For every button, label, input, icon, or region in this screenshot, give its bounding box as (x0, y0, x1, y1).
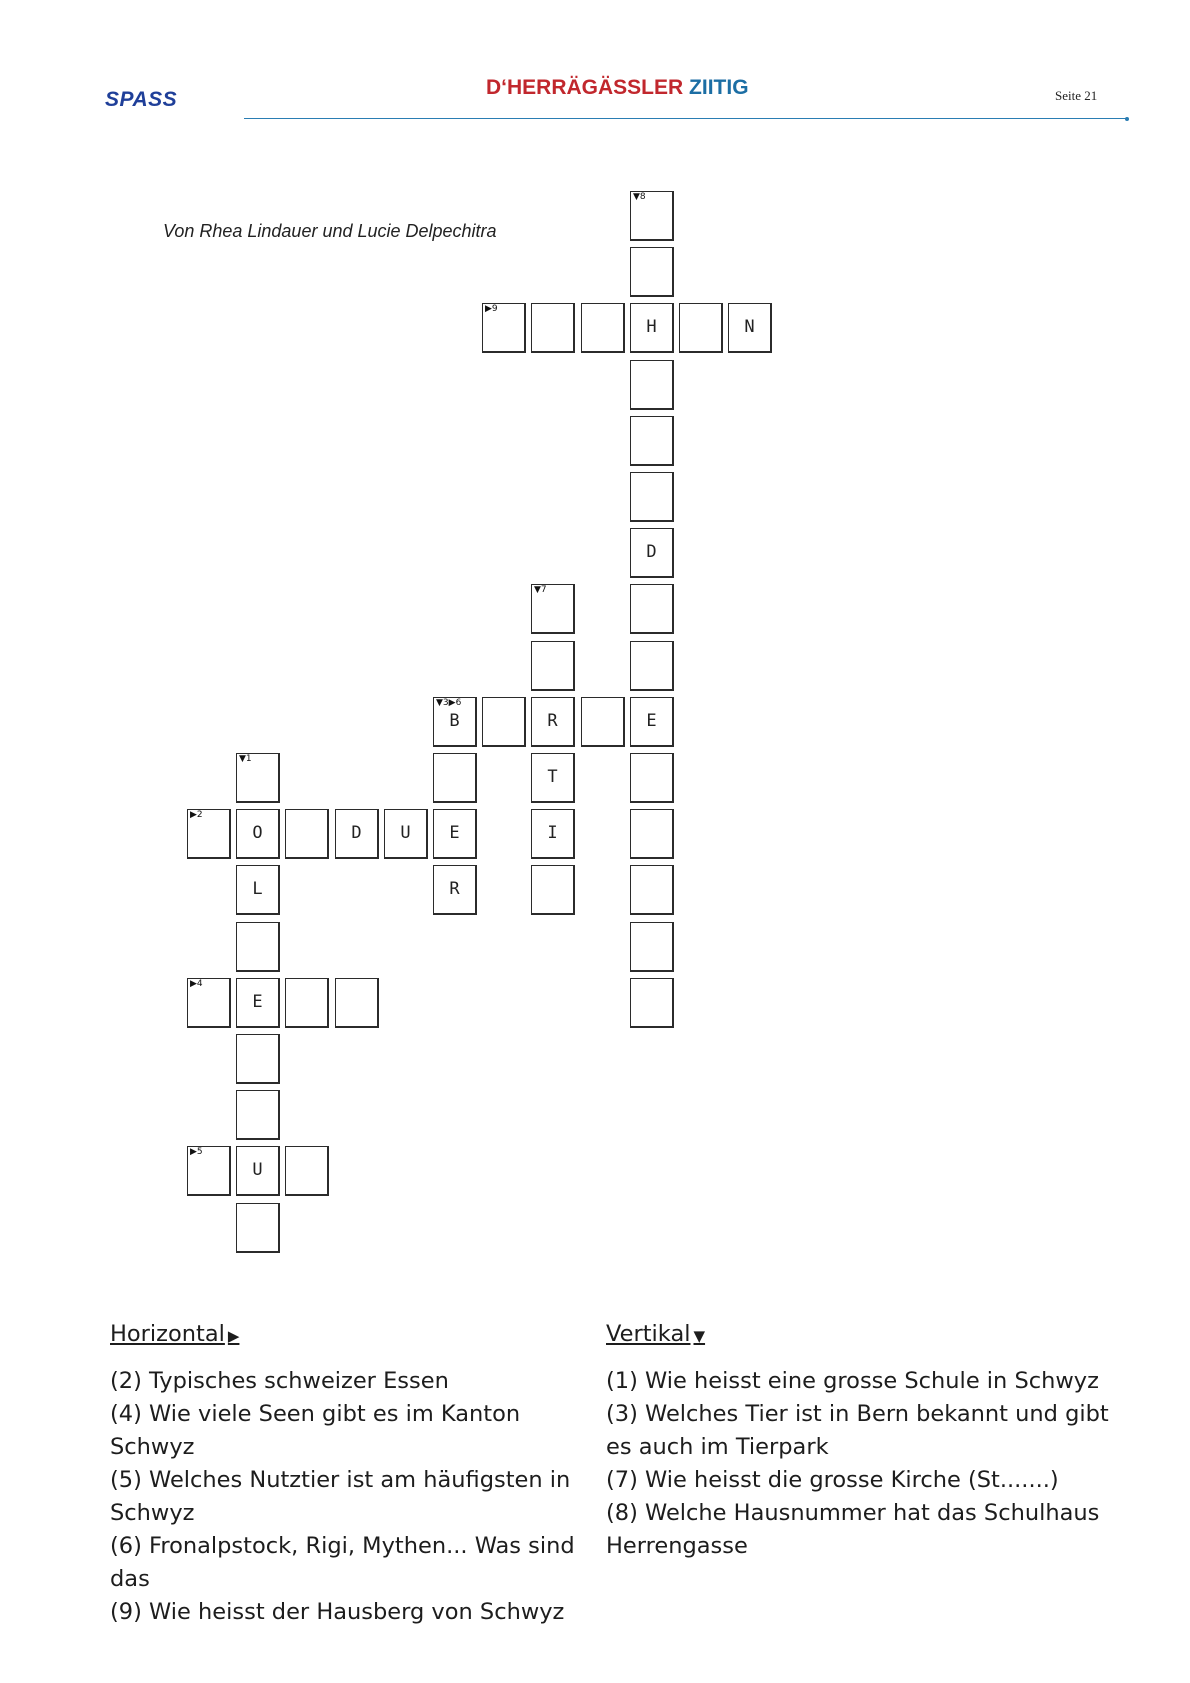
clue-item: (2) Typisches schweizer Essen (110, 1368, 449, 1394)
crossword-cell[interactable] (630, 641, 674, 691)
crossword-cell[interactable] (581, 303, 625, 353)
crossword-cell[interactable] (630, 865, 674, 915)
author-byline: Von Rhea Lindauer und Lucie Delpechitra (163, 221, 497, 241)
crossword-cell[interactable] (630, 472, 674, 522)
crossword-cell[interactable] (679, 303, 723, 353)
page-number: Seite 21 (1055, 88, 1098, 103)
crossword-cell[interactable] (630, 416, 674, 466)
cell-letter: I (547, 823, 558, 843)
cell-letter: O (252, 823, 263, 843)
clue-number: ▶9 (485, 304, 498, 314)
section-label: SPASS (105, 88, 178, 111)
clue-item: (9) Wie heisst der Hausberg von Schwyz (110, 1599, 565, 1625)
cell-letter: T (547, 767, 558, 787)
crossword-cell[interactable] (531, 584, 575, 634)
cell-letter: H (646, 317, 657, 337)
clue-item: (4) Wie viele Seen gibt es im Kanton Schwyz (110, 1401, 521, 1460)
clue-number: ▶2 (190, 810, 203, 820)
clue-item: (5) Welches Nutztier ist am häufigsten in Schwyz (110, 1467, 571, 1526)
down-arrow-icon: ▼ (693, 1327, 706, 1345)
horizontal-clues (110, 1318, 600, 1629)
crossword-cell[interactable] (236, 809, 280, 859)
header-divider (244, 118, 1128, 119)
clue-item: (3) Welches Tier ist in Bern bekannt und gibt es auch im Tierpark (606, 1401, 1109, 1460)
vertical-title: Vertikal (606, 1321, 691, 1347)
crossword-cell[interactable] (531, 753, 575, 803)
crossword-cell[interactable] (285, 1146, 329, 1196)
crossword-cell[interactable] (630, 360, 674, 410)
crossword-cell[interactable] (630, 809, 674, 859)
clue-number: ▼3▶6 (436, 698, 462, 708)
crossword-cell[interactable] (236, 1090, 280, 1140)
crossword-cell[interactable] (531, 809, 575, 859)
right-arrow-icon: ▶ (227, 1327, 240, 1345)
crossword-cell[interactable] (236, 1146, 280, 1196)
crossword-cell[interactable] (236, 753, 280, 803)
crossword-cell[interactable] (630, 191, 674, 241)
crossword-cell[interactable] (531, 641, 575, 691)
crossword-cell[interactable] (531, 303, 575, 353)
crossword-cell[interactable] (236, 922, 280, 972)
vertical-heading (606, 1318, 1126, 1353)
crossword-cell[interactable] (630, 303, 674, 353)
cell-letter: B (449, 711, 460, 731)
crossword-cell[interactable] (285, 978, 329, 1028)
crossword-cell[interactable] (236, 1034, 280, 1084)
crossword-cell[interactable] (384, 809, 428, 859)
crossword-cell[interactable] (335, 809, 379, 859)
clue-item: (8) Welche Hausnummer hat das Schulhaus Herrengasse (606, 1500, 1100, 1559)
crossword-cell[interactable] (433, 809, 477, 859)
crossword-cell[interactable] (433, 865, 477, 915)
crossword-cell[interactable] (236, 1203, 280, 1253)
clue-number: ▼7 (534, 585, 547, 595)
crossword-cell[interactable] (531, 697, 575, 747)
vertical-clues (606, 1318, 1126, 1563)
masthead-title: D‘HERRÄGÄSSLER (486, 76, 684, 99)
crossword-cell[interactable] (187, 809, 231, 859)
crossword-cell[interactable] (630, 528, 674, 578)
crossword-cell[interactable] (581, 697, 625, 747)
cell-letter: U (252, 1160, 263, 1180)
crossword-cell[interactable] (630, 753, 674, 803)
crossword-cell[interactable] (630, 922, 674, 972)
clue-number: ▶4 (190, 979, 203, 989)
crossword-cell[interactable] (728, 303, 772, 353)
clue-number: ▼8 (633, 192, 646, 202)
clue-item: (1) Wie heisst eine grosse Schule in Schwyz (606, 1368, 1099, 1394)
cell-letter: E (449, 823, 460, 843)
crossword-cell[interactable] (236, 978, 280, 1028)
horizontal-title: Horizontal (110, 1321, 225, 1347)
masthead-subtitle: ZIITIG (689, 76, 749, 99)
cell-letter: R (547, 711, 558, 731)
crossword-cell[interactable] (236, 865, 280, 915)
header-divider-dot (1125, 117, 1129, 121)
clue-item: (7) Wie heisst die grosse Kirche (St.......) (606, 1467, 1059, 1493)
crossword-cell[interactable] (187, 978, 231, 1028)
crossword-cell[interactable] (482, 303, 526, 353)
newspaper-masthead (486, 76, 749, 100)
crossword-cell[interactable] (630, 978, 674, 1028)
cell-letter: L (252, 879, 263, 899)
cell-letter: D (351, 823, 362, 843)
cell-letter: N (744, 317, 755, 337)
crossword-cell[interactable] (630, 247, 674, 297)
crossword-cell[interactable] (433, 753, 477, 803)
cell-letter: E (646, 711, 657, 731)
crossword-cell[interactable] (187, 1146, 231, 1196)
clue-number: ▶5 (190, 1147, 203, 1157)
horizontal-heading (110, 1318, 600, 1353)
crossword-cell[interactable] (531, 865, 575, 915)
crossword-cell[interactable] (433, 697, 477, 747)
cell-letter: E (252, 992, 263, 1012)
clue-number: ▼1 (239, 754, 252, 764)
clue-item: (6) Fronalpstock, Rigi, Mythen... Was sind das (110, 1533, 575, 1592)
crossword-cell[interactable] (482, 697, 526, 747)
crossword-cell[interactable] (285, 809, 329, 859)
cell-letter: D (646, 542, 657, 562)
cell-letter: R (449, 879, 460, 899)
crossword-cell[interactable] (335, 978, 379, 1028)
crossword-cell[interactable] (630, 584, 674, 634)
cell-letter: U (400, 823, 411, 843)
crossword-cell[interactable] (630, 697, 674, 747)
